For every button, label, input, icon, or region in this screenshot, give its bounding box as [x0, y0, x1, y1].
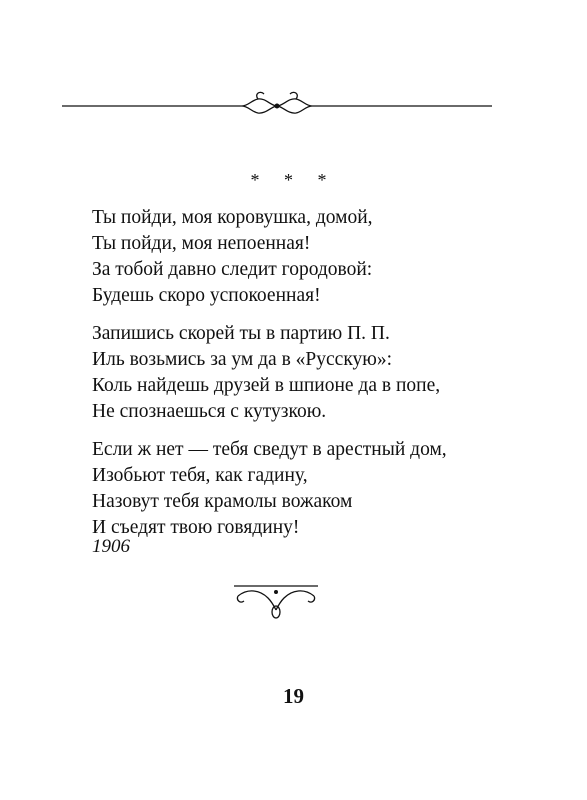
- poem-line: Не спознаешься с кутузкою.: [92, 401, 327, 422]
- poem-line: Ты пойди, моя непоенная!: [92, 233, 311, 254]
- flourish-vignette-icon: [228, 580, 324, 620]
- poem-year: 1906: [92, 536, 130, 557]
- flourish-rule-icon: [62, 86, 492, 114]
- poem-line: Иль возьмись за ум да в «Русскую»:: [92, 349, 393, 370]
- poem-body: [92, 205, 512, 553]
- poem-line: Коль найдешь друзей в шпионе да в попе,: [92, 375, 441, 396]
- stanza-3: [92, 437, 512, 541]
- poem-line: Если ж нет — тебя сведут в арестный дом,: [92, 439, 447, 460]
- poem-line: И съедят твою говядину!: [92, 517, 300, 538]
- stanza-separator: * * *: [250, 170, 337, 190]
- stanza-1: [92, 205, 512, 309]
- poem-line: Будешь скоро успокоенная!: [92, 285, 321, 306]
- poem-line: Ты пойди, моя коровушка, домой,: [92, 207, 373, 228]
- poem-line: Запишись скорей ты в партию П. П.: [92, 323, 390, 344]
- page-number: 19: [283, 684, 304, 708]
- poem-line: За тобой давно следит городовой:: [92, 259, 373, 280]
- poem-line: Изобьют тебя, как гадину,: [92, 465, 308, 486]
- stanza-2: [92, 321, 512, 425]
- poem-line: Назовут тебя крамолы вожаком: [92, 491, 353, 512]
